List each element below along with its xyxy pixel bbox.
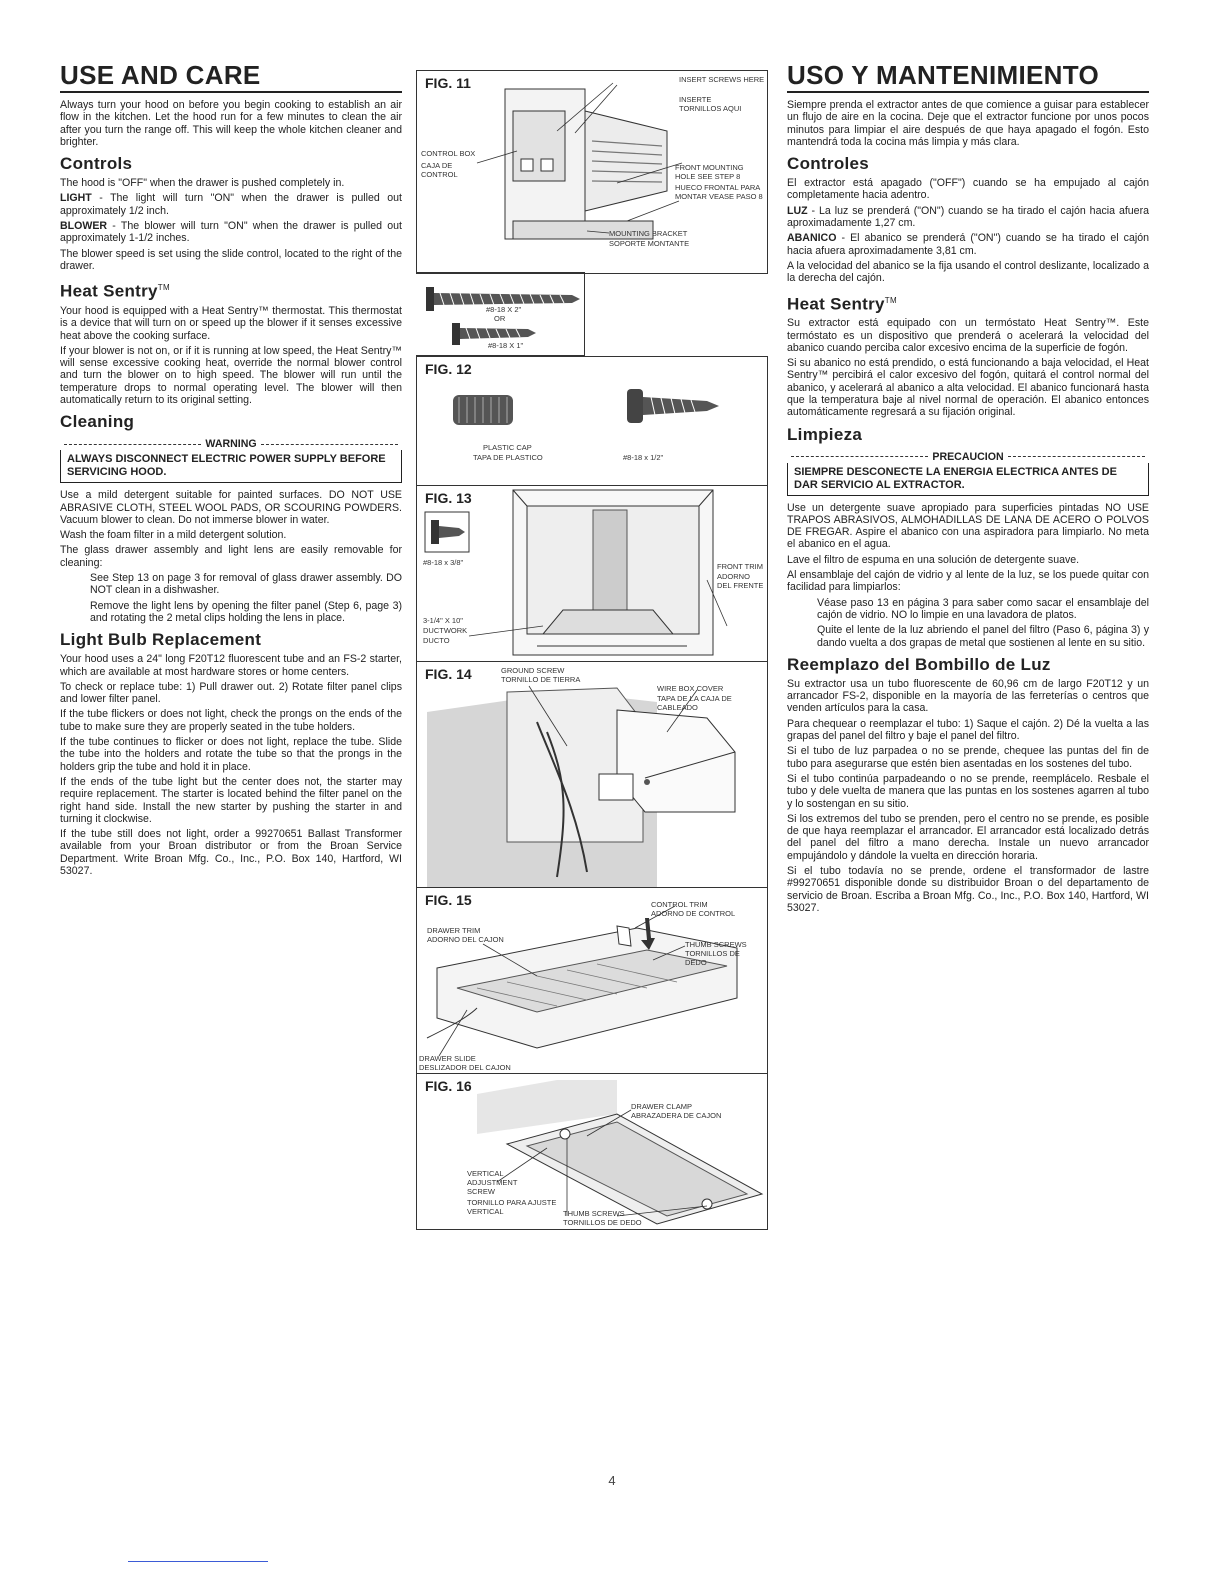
heat-sentry-heading bbox=[60, 278, 402, 302]
fig16-abrazadera-caption: ABRAZADERA DE CAJON bbox=[631, 1111, 722, 1120]
bulb-p3: If the tube flickers or does not light, check the prongs on the ends of the tube to make sure they are properly seated in the tube holders. bbox=[60, 708, 402, 733]
fig15-adorno-control-caption: ADORNO DE CONTROL bbox=[651, 909, 736, 918]
fig11-inserte-caption: INSERTE TORNILLOS AQUI bbox=[679, 95, 742, 113]
bombillo-p5: Si los extremos del tubo se prenden, pero el centro no se prende, es posible de que haya reemplazar el arrancador. El arrancador está localizado detrás del panel del filtro a mano derecha. Instale un nuevo arrancador empujándolo y dándole la vuelta en dirección horaria. bbox=[787, 812, 1149, 862]
bombillo-heading: Reemplazo del Bombillo de Luz bbox=[787, 654, 1051, 674]
bulb-p1: Your hood uses a 24" long F20T12 fluorescent tube and an FS-2 starter, which are available at most hardware stores or home centers. bbox=[60, 653, 402, 678]
screw-2in-caption: #8-18 X 2" bbox=[486, 305, 522, 314]
controles-heading: Controles bbox=[787, 154, 870, 174]
heat-sentry-heading-es bbox=[787, 291, 1149, 315]
fig13-screw-caption: #8-18 x 3/8" bbox=[423, 558, 464, 567]
warning-title: WARNING bbox=[205, 438, 257, 451]
link-underline bbox=[128, 1561, 268, 1562]
warning-box bbox=[60, 438, 402, 483]
blower-description: - The blower will turn "ON" when the drawer is pulled out approximately 1-1/2 inches. bbox=[60, 220, 402, 245]
controls-off-text: The hood is "OFF" when the drawer is pushed completely in. bbox=[60, 177, 345, 190]
fig13-adorno-caption: ADORNO DEL FRENTE bbox=[717, 572, 764, 590]
abanico-keyword: ABANICO bbox=[787, 232, 837, 245]
figure-11 bbox=[416, 70, 768, 274]
fig11-insert-caption: INSERT SCREWS HERE bbox=[679, 75, 765, 84]
fig15-drawer-trim-caption: DRAWER TRIM bbox=[427, 926, 481, 935]
bombillo-p4: Si el tubo continúa parpadeando o no se prende, reemplácelo. Resbale el tubo y dele vuelta de manera que las puntas en los sostenes agarren al tubo y lo sostengan en su sitio. bbox=[787, 772, 1149, 810]
tm-mark: TM bbox=[157, 283, 170, 293]
fig14-tapa-caption: TAPA DE LA CAJA DE CABLEADO bbox=[657, 694, 732, 712]
luz-keyword: LUZ bbox=[787, 204, 808, 217]
figure-13 bbox=[416, 486, 768, 662]
fig14-label: FIG. 14 bbox=[425, 666, 472, 682]
divider bbox=[791, 456, 928, 457]
bulb-p2: To check or replace tube: 1) Pull drawer out. 2) Rotate filter panel clips and lower filter panel. bbox=[60, 680, 402, 706]
fig16-clamp-caption: DRAWER CLAMP bbox=[631, 1102, 692, 1111]
page-number: 4 bbox=[608, 1473, 616, 1488]
fig11-soporte-caption: SOPORTE MONTANTE bbox=[609, 239, 690, 248]
warning-title-row bbox=[60, 438, 402, 450]
cleaning-p4: See Step 13 on page 3 for removal of glass drawer assembly. DO NOT clean in a dishwasher. bbox=[90, 572, 402, 597]
heat-sentry-p1: Your hood is equipped with a Heat Sentry™ thermostat. This thermostat is a device that will turn on or speed up the blower if it senses excessive heat above the cooking surface. bbox=[60, 304, 402, 342]
fig16-thumb-caption: THUMB SCREWS bbox=[563, 1209, 625, 1218]
divider bbox=[64, 444, 201, 445]
fig15-thumb-caption: THUMB SCREWS bbox=[685, 940, 747, 949]
fig11-caja-caption: CAJA DE CONTROL bbox=[421, 161, 458, 179]
fig12-label: FIG. 12 bbox=[425, 361, 472, 377]
fig15-adorno-cajon-caption: ADORNO DEL CAJON bbox=[427, 935, 504, 944]
limpieza-p4: Véase paso 13 en página 3 para saber como sacar el ensamblaje del cajón de vidrio. NO lo limpie en una lavadora de platos. bbox=[817, 596, 1149, 621]
english-column bbox=[60, 60, 402, 880]
fig16-label: FIG. 16 bbox=[425, 1078, 472, 1094]
fig11-label: FIG. 11 bbox=[425, 75, 471, 91]
bulb-p5: If the ends of the tube light but the center does not, the starter may require replacement. The starter is located behind the filter panel on the right hand side. Install the new starter by pushing the starter in and turning it clockwise. bbox=[60, 775, 402, 825]
fig16-tornillo-caption: TORNILLO PARA AJUSTE VERTICAL bbox=[467, 1198, 557, 1216]
controles-off-text: El extractor está apagado ("OFF") cuando se ha empujado al cajón completamente hacia adentro. bbox=[787, 177, 1149, 202]
screw-or-caption: OR bbox=[494, 314, 506, 323]
heat-sentry-p1-es: Su extractor está equipado con un termóstato Heat Sentry™. Este termóstato es un dispositivo que prenderá o acelerará la velocidad del abanico cuando perciba calor excesivo encima de la superficie de fogón. bbox=[787, 317, 1149, 354]
limpieza-p5: Quite el lente de la luz abriendo el panel del filtro (Paso 6, página 3) y dando vuelta a dos grapas de metal que sostienen al lente en su sitio. bbox=[817, 624, 1149, 649]
fig15-control-trim-caption: CONTROL TRIM bbox=[651, 900, 708, 909]
bombillo-p1: Su extractor usa un tubo fluorescente de 60,96 cm de largo F20T12 y un arrancador FS-2, disponible en la mayoría de las ferreterías o centros que venden artículos para la casa. bbox=[787, 677, 1149, 715]
limpieza-p2: Lave el filtro de espuma en una solución de detergente suave. bbox=[787, 553, 1080, 566]
fig12-cap-caption: PLASTIC CAP bbox=[483, 443, 532, 452]
precaucion-title-row bbox=[787, 451, 1149, 463]
screw-1in-caption: #8-18 X 1" bbox=[488, 341, 524, 350]
fig12-tapa-caption: TAPA DE PLASTICO bbox=[473, 453, 543, 462]
luz-description: - La luz se prenderá ("ON") cuando se ha tirado el cajón hacia afuera aproximadamente 1,27 cm. bbox=[787, 204, 1149, 230]
fig15-tornillos-caption: TORNILLOS DE DEDO bbox=[685, 949, 740, 967]
cleaning-p5: Remove the light lens by opening the filter panel (Step 6, page 3) and rotating the 2 metal clips holding the lens in place. bbox=[90, 599, 402, 624]
figure-column bbox=[416, 70, 768, 1230]
fig13-duct-size-caption: 3-1/4" X 10" bbox=[423, 616, 463, 625]
precaucion-box bbox=[787, 451, 1149, 496]
uso-y-mantenimiento-title: USO Y MANTENIMIENTO bbox=[787, 60, 1149, 93]
intro-paragraph: Always turn your hood on before you begin cooking to establish an air flow in the kitchen. Let the hood run for a few minutes to clean the air after you turn the range off. This will keep the whole kitchen cleaner and brighter. bbox=[60, 99, 402, 148]
heat-sentry-heading-text: Heat Sentry bbox=[60, 281, 158, 301]
figure-15 bbox=[416, 888, 768, 1074]
fig11-front-hole-caption: FRONT MOUNTING HOLE SEE STEP 8 bbox=[675, 163, 744, 181]
use-and-care-title: USE AND CARE bbox=[60, 60, 402, 93]
cleaning-heading: Cleaning bbox=[60, 412, 135, 432]
light-description: - The light will turn "ON" when the drawer is pulled out approximately 1/2 inch. bbox=[60, 192, 402, 217]
bombillo-p6: Si el tubo todavía no se prende, ordene el transformador de lastre #99270651 disponible donde su distribuidor Broan o del departamento de servicio de Broan. Escriba a Broan Mfg. Co., Inc., P.O. Box 140, Hartford, WI 53027. bbox=[787, 865, 1149, 914]
controls-blower-text bbox=[60, 220, 402, 245]
fig13-front-trim-caption: FRONT TRIM bbox=[717, 562, 763, 571]
controles-abanico-text bbox=[787, 232, 1149, 257]
fig16-vertical-caption: VERTICAL ADJUSTMENT SCREW bbox=[467, 1169, 518, 1196]
heat-sentry-p2-es: Si su abanico no está prendido, o está funcionando a baja velocidad, el Heat Sentry™ percibirá el calor excesivo del fogón, quitará el control normal del abanico, y acelerará al abanico a alta velocidad. El abanico funcionará hasta que la temperatura baje al nivel normal de operación. El abanico entonces automáticamente regresará a su fijación original. bbox=[787, 357, 1149, 419]
fig13-label: FIG. 13 bbox=[425, 490, 472, 506]
figure-16 bbox=[416, 1074, 768, 1230]
divider bbox=[261, 444, 398, 445]
fig15-deslizador-caption: DESLIZADOR DEL CAJON bbox=[419, 1063, 511, 1072]
fig13-ducto-caption: DUCTO bbox=[423, 636, 450, 645]
controls-heading: Controls bbox=[60, 154, 133, 174]
fig16-tornillos-caption: TORNILLOS DE DEDO bbox=[563, 1218, 642, 1227]
bulb-p4: If the tube continues to flicker or does not light, replace the tube. Slide the tube into the holders and rotate the tube so that the prongs in the holders grip the tube and hold it in place. bbox=[60, 736, 402, 773]
heat-sentry-p2: If your blower is not on, or if it is running at low speed, the Heat Sentry™ will sense excessive cooking heat, override the normal blower control and turn the blower on to high speed. The blower will run until the temperature drops to normal operating level. The blower will then automatically return to its original setting. bbox=[60, 344, 402, 406]
heat-sentry-heading-text-es: Heat Sentry bbox=[787, 294, 885, 314]
cleaning-p3: The glass drawer assembly and light lens are easily removable for cleaning: bbox=[60, 544, 402, 569]
controls-speed-text: The blower speed is set using the slide control, located to the right of the drawer. bbox=[60, 247, 402, 272]
bulb-heading: Light Bulb Replacement bbox=[60, 630, 262, 650]
fig14-wire-box-caption: WIRE BOX COVER bbox=[657, 684, 724, 693]
controls-light-text bbox=[60, 192, 402, 217]
figure-12 bbox=[416, 356, 768, 486]
intro-paragraph-es: Siempre prenda el extractor antes de que comience a guisar para establecer un flujo de aire en la cocina. Deje que el extractor funcione por unos pocos minutos para limpiar el aire después de que haya apagado el fogón. Esto mantendrá toda la cocina más limpia y más clara. bbox=[787, 99, 1149, 148]
fig11-screw-inset bbox=[416, 272, 585, 356]
fig15-slide-caption: DRAWER SLIDE bbox=[419, 1054, 476, 1063]
blower-keyword: BLOWER bbox=[60, 220, 108, 233]
bombillo-p2: Para chequear o reemplazar el tubo: 1) Saque el cajón. 2) Dé la vuelta a las grapas del panel del filtro y baje el panel del filtro. bbox=[787, 717, 1149, 743]
limpieza-p3: Al ensamblaje del cajón de vidrio y al lente de la luz, se los puede quitar con facilidad para limpiarlos: bbox=[787, 569, 1149, 594]
divider bbox=[1008, 456, 1145, 457]
controles-speed-text: A la velocidad del abanico se la fija usando el control deslizante, localizado a la derecha del cajón. bbox=[787, 259, 1149, 285]
precaucion-title: PRECAUCION bbox=[932, 450, 1004, 463]
fig14-ground-caption: GROUND SCREW bbox=[501, 666, 565, 675]
bombillo-p3: Si el tubo de luz parpadea o no se prende, chequee las puntas del fin de tubo para asegurarse que estén bien asentadas en los sostenes del tubo. bbox=[787, 745, 1149, 770]
precaucion-text: SIEMPRE DESCONECTE LA ENERGIA ELECTRICA ANTES DE DAR SERVICIO AL EXTRACTOR. bbox=[787, 463, 1149, 496]
controles-luz-text bbox=[787, 205, 1149, 230]
fig14-tornillo-caption: TORNILLO DE TIERRA bbox=[501, 675, 581, 684]
fig15-label: FIG. 15 bbox=[425, 892, 472, 908]
fig12-screw-caption: #8-18 x 1/2" bbox=[623, 453, 664, 462]
bulb-p6: If the tube still does not light, order a 99270651 Ballast Transformer available from your Broan distributor or from the Broan Service Department. Write Broan Mfg. Co., Inc., P.O. Box 140, Hartford, WI 53027. bbox=[60, 828, 402, 878]
fig11-bracket-caption: MOUNTING BRACKET bbox=[609, 229, 688, 238]
warning-text: ALWAYS DISCONNECT ELECTRIC POWER SUPPLY BEFORE SERVICING HOOD. bbox=[60, 450, 402, 483]
abanico-description: - El abanico se prenderá ("ON") cuando se ha tirado el cajón hacia afuera aproximadamente 3,81 cm. bbox=[787, 232, 1149, 257]
fig13-ductwork-caption: DUCTWORK bbox=[423, 626, 468, 635]
limpieza-p1: Use un detergente suave apropiado para superficies pintadas NO USE TRAPOS ABRASIVOS, ALMOHADILLAS DE LANA DE ACERO O POLVOS DE FREGAR. Aspire el abanico con una aspiradora para limpiarlo. No meta el abanico en el agua. bbox=[787, 501, 1149, 551]
cleaning-p2: Wash the foam filter in a mild detergent solution. bbox=[60, 529, 287, 542]
fig11-hueco-caption: HUECO FRONTAL PARA MONTAR VEASE PASO 8 bbox=[675, 183, 763, 201]
light-keyword: LIGHT bbox=[60, 192, 92, 205]
cleaning-p1: Use a mild detergent suitable for painted surfaces. DO NOT USE ABRASIVE CLOTH, STEEL WOOL PADS, OR SCOURING POWDERS. Vacuum blower to clean. Do not immerse blower in water. bbox=[60, 489, 402, 526]
spanish-column bbox=[787, 60, 1149, 917]
tm-mark-es: TM bbox=[884, 295, 897, 305]
fig11-control-box-caption: CONTROL BOX bbox=[421, 149, 476, 158]
figure-14 bbox=[416, 662, 768, 888]
limpieza-heading: Limpieza bbox=[787, 424, 863, 444]
